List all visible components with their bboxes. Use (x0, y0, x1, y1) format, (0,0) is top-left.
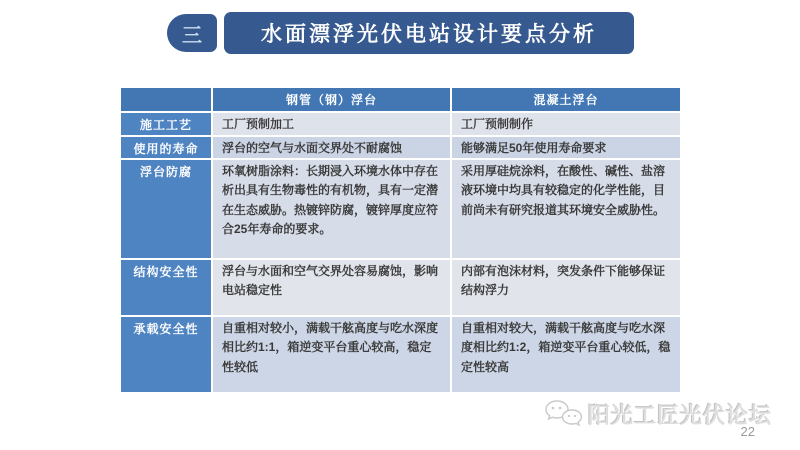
slide-title-bar (224, 12, 634, 54)
page-title: 水面漂浮光伏电站设计要点分析 (261, 22, 597, 46)
table-row (121, 113, 680, 135)
table-header-empty (121, 88, 211, 111)
concrete-float-cell: 自重相对较大，满载干舷高度与吃水深度相比约1:2，箱逆变平台重心较低，稳定性较高 (452, 317, 680, 392)
comparison-table (121, 88, 680, 392)
steel-float-cell: 浮台与水面和空气交界处容易腐蚀，影响电站稳定性 (213, 260, 450, 315)
steel-float-cell: 浮台的空气与水面交界处不耐腐蚀 (213, 137, 450, 158)
table-row (121, 317, 680, 392)
footer-brand-block (544, 398, 772, 430)
row-label: 结构安全性 (121, 260, 211, 315)
steel-float-cell: 工厂预制加工 (213, 113, 450, 135)
section-number: 三 (182, 24, 202, 47)
footer-brand: 阳光工匠光伏论坛 (587, 402, 772, 428)
chat-bubbles-icon (544, 398, 584, 430)
table-row (121, 260, 680, 315)
row-label: 使用的寿命 (121, 137, 211, 158)
table-header-row (121, 88, 680, 111)
concrete-float-cell: 内部有泡沫材料，突发条件下能够保证结构浮力 (452, 260, 680, 315)
concrete-float-cell: 能够满足50年使用寿命要求 (452, 137, 680, 158)
row-label: 施工工艺 (121, 113, 211, 135)
table-row (121, 160, 680, 258)
table-header-concrete-float: 混凝土浮台 (452, 88, 680, 111)
steel-float-cell: 环氧树脂涂料：长期浸入环境水体中存在析出具有生物毒性的有机物，具有一定潜在生态威胁。热镀锌防腐，镀锌厚度应符合25年寿命的要求。 (213, 160, 450, 258)
page-number: 22 (740, 424, 755, 439)
row-label: 承载安全性 (121, 317, 211, 392)
concrete-float-cell: 工厂预制制作 (452, 113, 680, 135)
concrete-float-cell: 采用厚硅烷涂料，在酸性、碱性、盐溶液环境中均具有较稳定的化学性能，目前尚未有研究报道其环境安全威胁性。 (452, 160, 680, 258)
steel-float-cell: 自重相对较小，满载干舷高度与吃水深度相比约1:1，箱逆变平台重心较高，稳定性较低 (213, 317, 450, 392)
section-number-badge (167, 14, 217, 52)
table-row (121, 137, 680, 158)
row-label: 浮台防腐 (121, 160, 211, 258)
table-header-steel-float: 钢管（钢）浮台 (213, 88, 450, 111)
